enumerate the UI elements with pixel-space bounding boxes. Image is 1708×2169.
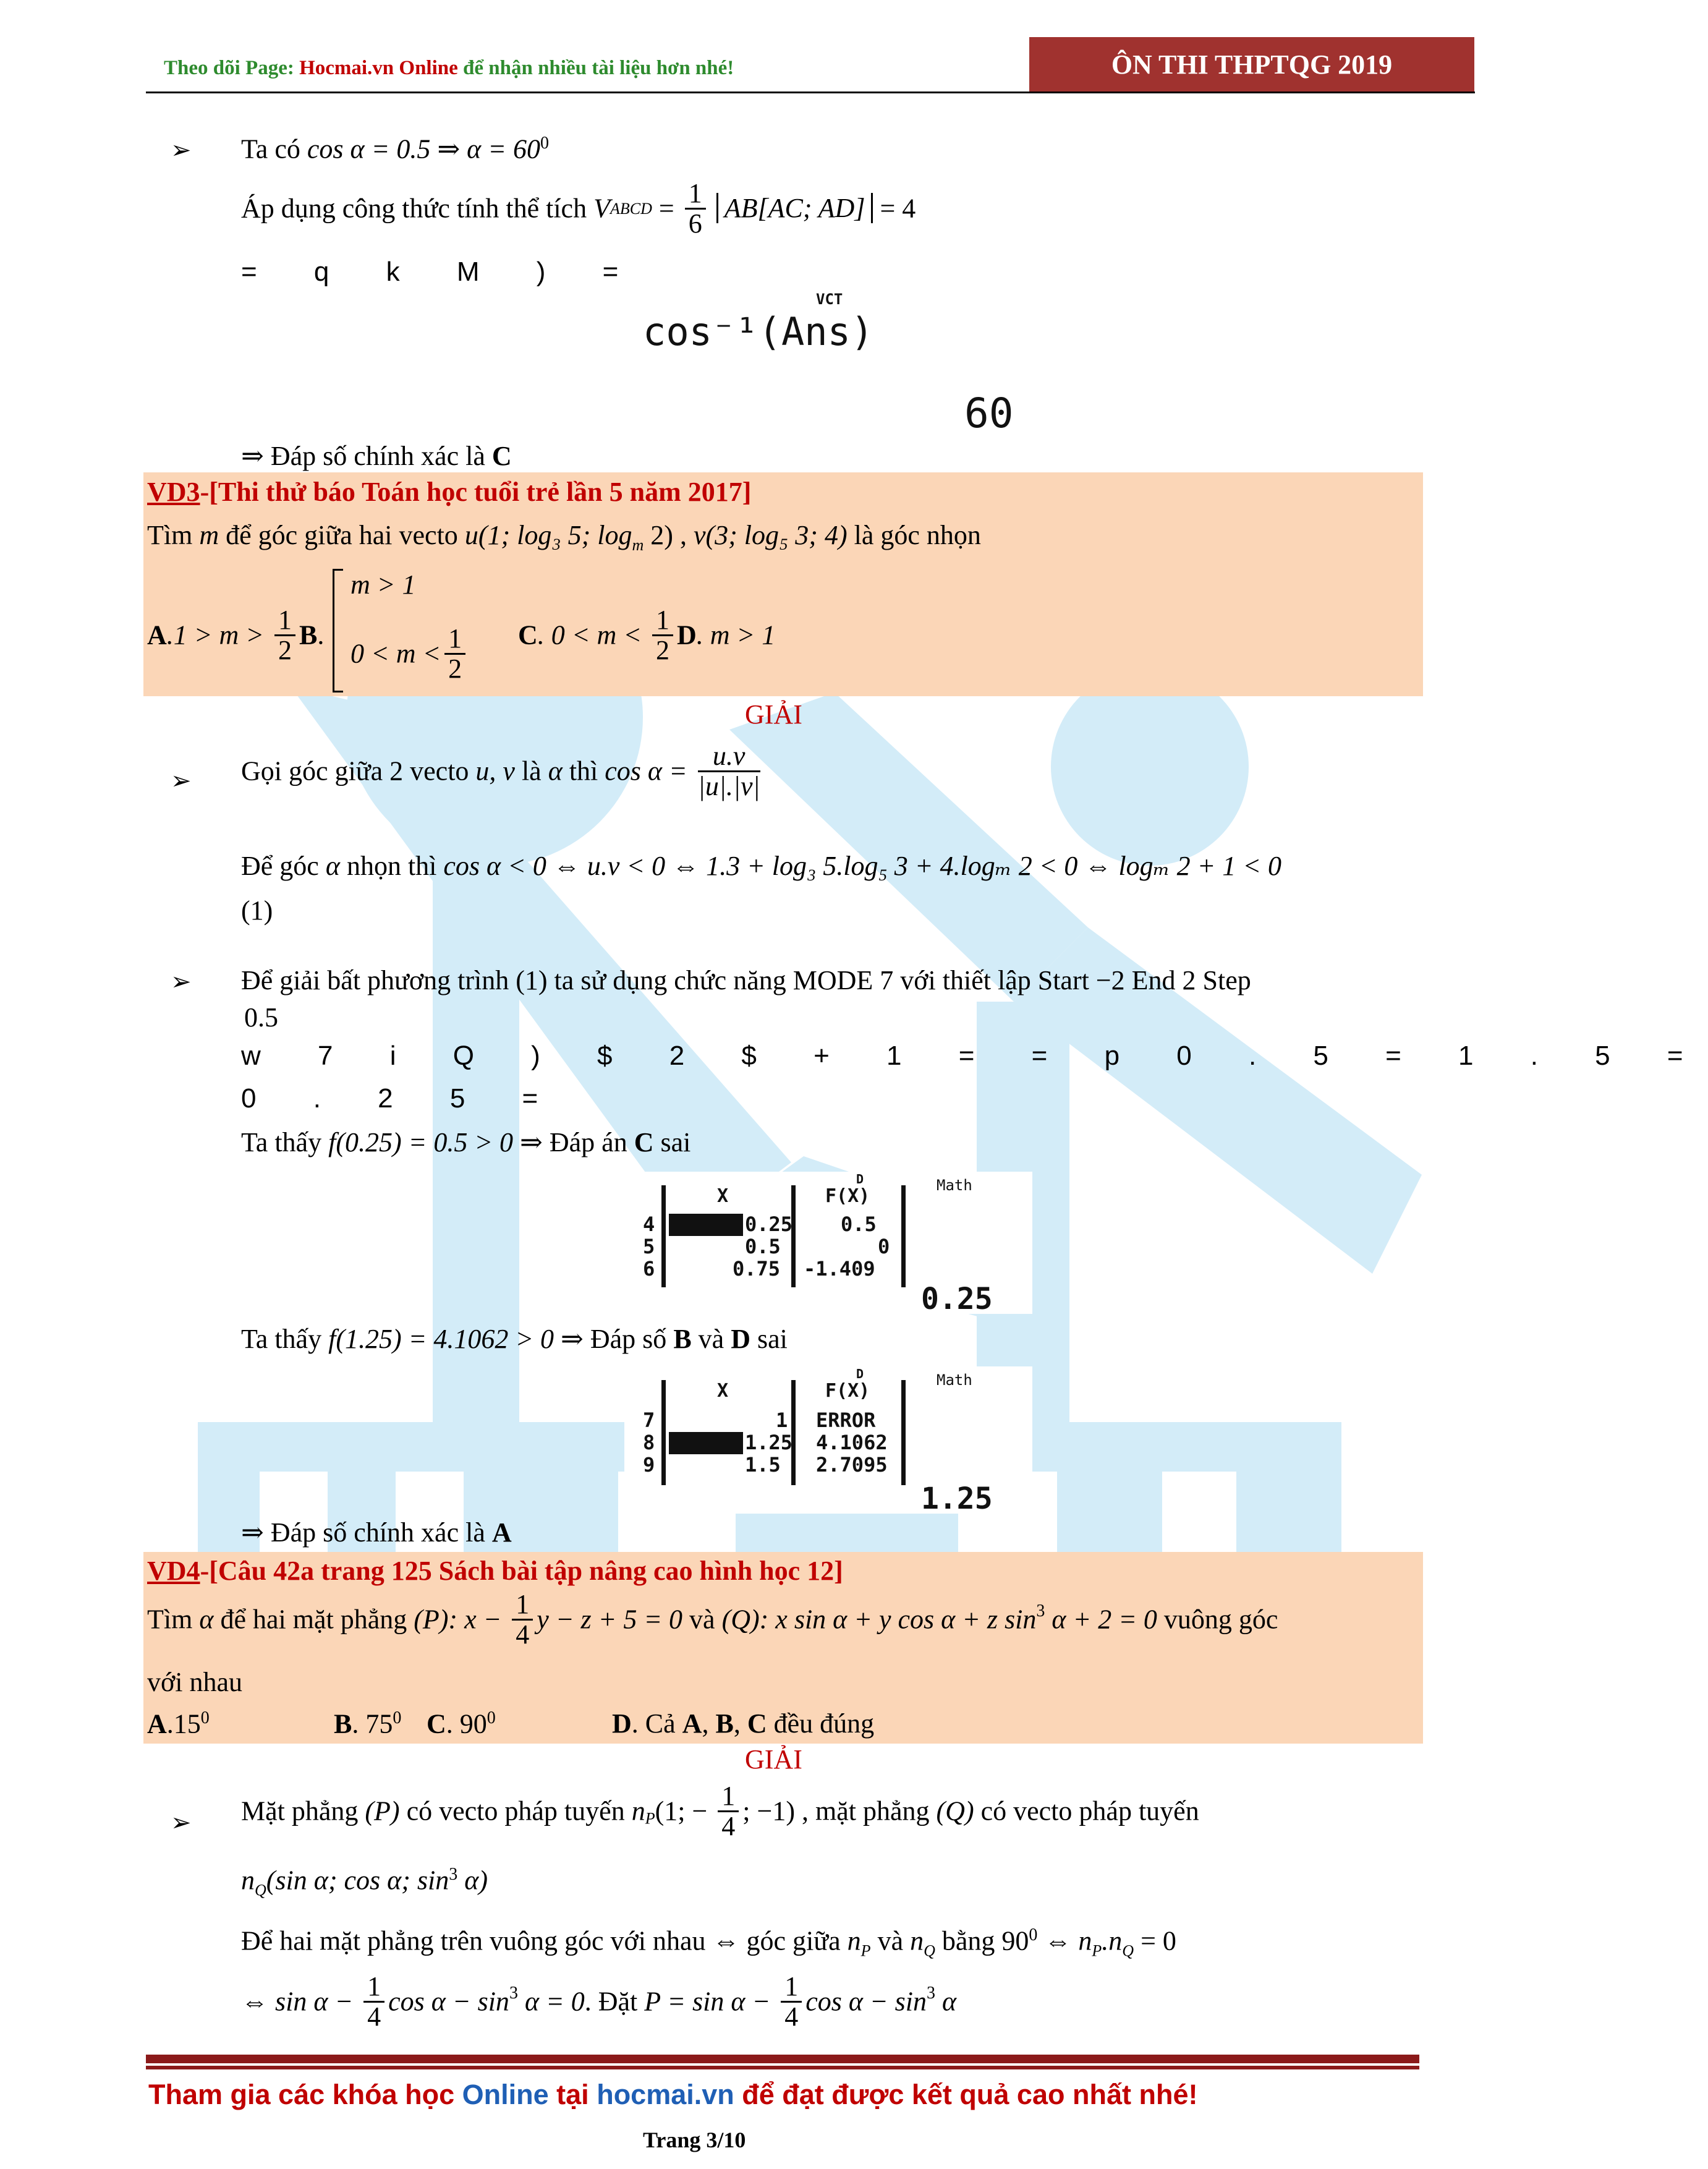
vd4-option-d: D. Cả A, B, C đều đúng [612,1708,875,1739]
table2-header-x: X [717,1380,729,1402]
table1-row-f-0: 0.5 [841,1212,877,1236]
vd3-step1: Gọi góc giữa 2 vecto u, v là α thì cos α = $\frac{u.v}{|u|.|v|}$ [241,741,760,802]
vd3-step3: Để giải bất phương trình (1) ta sử dụng chức năng MODE 7 với thiết lập Start −2 End 2 Step [241,965,1251,995]
exam-badge [1029,37,1474,93]
header-follow-text [164,57,734,80]
vd4-option-b: B. $75^0$ [334,1708,402,1739]
option-c-label: C [427,1708,446,1739]
option-d-label: D [676,620,697,650]
volume-fraction: $\frac{1}{6}$ [685,179,706,238]
vd3-step3-cont: 0.5 [244,1002,278,1033]
screen-result: 60 [964,390,1014,437]
vd4-step2: $n_Q(\sin$ α; cos α; $\sin^3 \alpha$) [241,1865,488,1899]
vd4-question-cont: với nhau [147,1667,243,1697]
table2-row-f-0: ERROR [816,1408,876,1432]
vd3-step2: Để góc α nhọn thì cos α < 0 ⇔ u.v < 0 ⇔ 1.3 + log₃ 5.log₅ 3 + 4.logₘ 2 < 0 ⇔ logₘ 2 + 1 < 0 [241,851,1281,881]
vd4-question: Tìm α để hai mặt phẳng (P): x − $\frac{1}{4}$ y − z + 5 = 0 và (Q): x sin α + y cos α + z $\sin^3 \alpha + 2 = 0$ vuông góc [147,1589,1278,1650]
bullet-arrow-icon: ➢ [171,136,192,164]
screen-expression: cos⁻¹(Ans) [643,309,874,354]
vd3-step2-ref: (1) [241,895,273,926]
vd4-step3: Để hai mặt phẳng trên vuông góc với nhau ⇔ góc giữa $n_P$ và $n_Q$ bằng $90^0$ ⇔ $n_P.n_Q = 0$ [241,1925,1176,1960]
block1-answer: ⇒ Đáp số chính xác là C [241,441,512,471]
vd3-question: Tìm m để góc giữa hai vecto u(1; log₃ 5; $\log_m 2$) , v(3; log₅ 3; 4) là góc nhọn [147,520,981,554]
table1-row-n-0: 4 [643,1212,655,1236]
table1-row-x-2: 0.75 [733,1257,781,1281]
table1-header-f: F(X) [825,1185,870,1207]
footer-rule [146,2055,1419,2066]
table1-header-x: X [717,1185,729,1207]
footer-cta: Tham gia các khóa học Online tại hocmai.vn để đạt được kết quả cao nhất nhé! [148,2079,1198,2110]
follow-suffix: để nhận nhiều tài liệu hơn nhé! [457,57,734,79]
option-a-label: A [147,1708,167,1739]
calculator-table-screen-1 [624,1172,1032,1314]
table2-row-f-2: 2.7095 [816,1453,888,1477]
vd4-step1: Mặt phẳng (P) có vecto pháp tuyến $n_P(1$; − $\frac{1}{4}$ ; −1) , mặt phẳng (Q) có vecto pháp tuyến [241,1781,1199,1842]
vd3-see2: Ta thấy f(1.25) = 4.1062 > 0 ⇒ Đáp số B và D sai [241,1324,788,1354]
footer-site-link[interactable]: hocmai.vn [597,2079,734,2110]
table2-row-x-1: 1.25 [745,1431,793,1454]
table2-mode: Math [937,1371,972,1389]
table1-mode: Math [937,1177,972,1194]
vd4-title: VD4-[Câu 42a trang 125 Sách bài tập nâng cao hình học 12] [147,1556,843,1586]
calculator-table-screen-2 [624,1366,1032,1514]
option-b-label: B [299,620,318,650]
option-b-system: m > 1 0 < m < $\frac{1}{2}$ [333,569,470,692]
vd4-solution-heading: GIẢI [745,1744,802,1775]
block1-line1: Ta có cos α = 0.5 ⇒ $\alpha = 60^0$ [241,134,549,164]
footer-online-link[interactable]: Online [462,2079,549,2110]
option-b-label: B [334,1708,352,1739]
table2-row-x-0: 1 [776,1408,788,1432]
vd3-see1: Ta thấy f(0.25) = 0.5 > 0 ⇒ Đáp án C sai [241,1127,691,1157]
table1-row-f-1: 0 [878,1235,890,1258]
vd4-step4: ⇔ sin α − $\frac{1}{4}$ $\cos \alpha - \sin^3 \alpha = 0$. Đặt P = sin α − $\frac{1}{4}$ $\cos \alpha - \sin^3 \alpha$ [241,1971,957,2032]
table1-row-f-2: -1.409 [804,1257,875,1281]
table2-row-x-2: 1.5 [745,1453,781,1477]
bullet-arrow-icon: ➢ [171,767,192,795]
table1-row-x-0: 0.25 [745,1212,793,1236]
vd3-title: VD3-[Thi thử báo Toán học tuổi trẻ lần 5 năm 2017] [147,477,752,507]
table2-result: 1.25 [921,1481,993,1516]
table2-header-f: F(X) [825,1380,870,1402]
exam-badge-label: ÔN THI THPTQG 2019 [1111,49,1393,80]
page-number: Trang 3/10 [643,2128,746,2152]
block1-line2: Áp dụng công thức tính thể tích VABCD = $\frac{1}{6}$ AB[AC; AD] = 4 [241,178,916,239]
table1-row-n-2: 6 [643,1257,655,1281]
vd4-options: $A.15^0$ [147,1708,210,1739]
option-a-label: A [147,620,167,650]
vd4-option-c: C. $90^0$ [427,1708,496,1739]
table1-row-n-1: 5 [643,1235,655,1258]
table2-row-n-1: 8 [643,1431,655,1454]
follow-page-link[interactable]: Hocmai.vn Online [299,57,458,79]
option-d-label: D [612,1708,632,1739]
follow-prefix: Theo dõi Page: [164,57,300,79]
vd3-solution-heading: GIẢI [745,699,802,730]
table2-row-n-2: 9 [643,1453,655,1477]
screen-flag: VCT [816,291,843,308]
calculator-screen-1 [631,291,1063,451]
header-rule [146,92,1475,93]
table2-row-n-0: 7 [643,1408,655,1432]
vd3-keystrokes-1: w 7 i Q ) $ 2 $ + 1 = = p 0 . 5 = 1 . 5 = [241,1041,1708,1071]
option-c-label: C [518,620,538,650]
block1-keystrokes: = q k M ) = [241,257,644,287]
table2-row-f-1: 4.1062 [816,1431,888,1454]
bullet-arrow-icon: ➢ [171,1809,192,1837]
table1-row-x-1: 0.5 [745,1235,781,1258]
vd3-keystrokes-2: 0 . 2 5 = [241,1083,563,1114]
vd3-answer: ⇒ Đáp số chính xác là A [241,1517,512,1548]
bullet-arrow-icon: ➢ [171,968,192,996]
table2-flag: D [856,1366,864,1381]
table1-result: 0.25 [921,1282,993,1316]
table1-flag: D [856,1172,864,1187]
